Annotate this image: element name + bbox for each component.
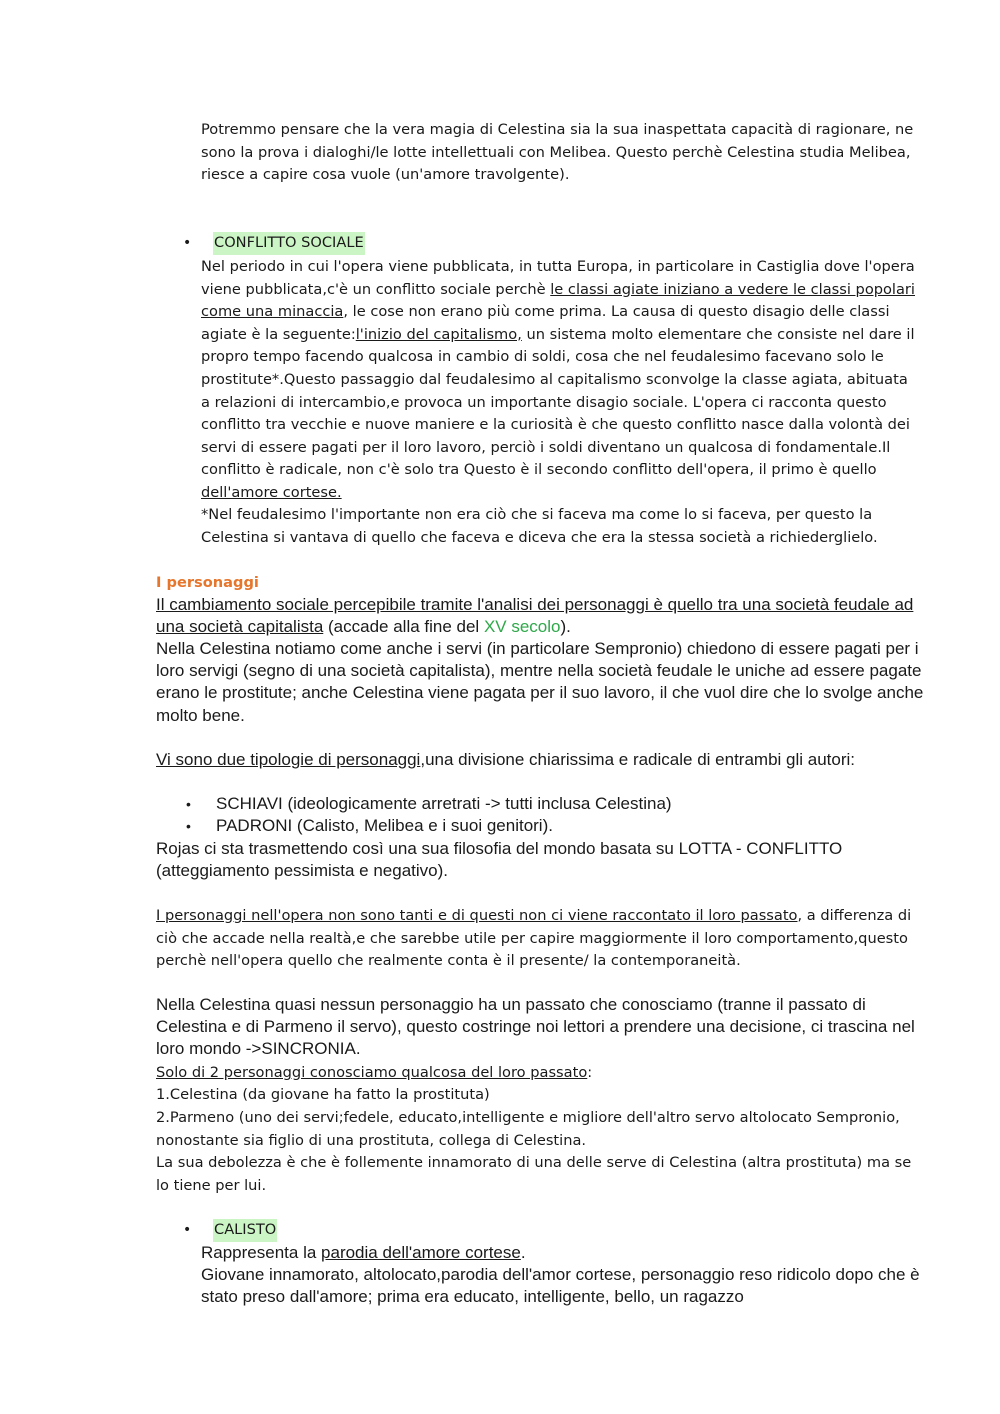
list-item-text: PADRONI (Calisto, Melibea e i suoi genitori). [216, 816, 553, 836]
personaggi-paragraph-7 [156, 1062, 926, 1085]
personaggi-paragraph-3 [156, 749, 926, 771]
text-run: (accade alla fine del [323, 617, 484, 637]
intro-paragraph: Potremmo pensare che la vera magia di Celestina sia la sua inaspettata capacità di ragionare, ne sono la prova i dialoghi/le lotte intellettuali con Melibea. Questo perchè Celestina studia Melibea, riesce a capire cosa vuole (un'amore travolgente). [201, 121, 914, 184]
conflitto-paragraph [201, 256, 921, 505]
text-run: ). [560, 617, 571, 637]
underlined-phrase: Solo di 2 personaggi conosciamo qualcosa del loro passato [156, 1064, 588, 1081]
past-line-2: 2.Parmeno (uno dei servi;fedele, educato,intelligente e migliore dell'altro servo altolocato Sempronio, nonostante sia figlio di una prostituta, collega di Celestina. [156, 1109, 900, 1149]
underlined-phrase: Il cambiamento sociale percepibile tramite l'analisi dei personaggi è quello tra una società feudale ad una società capitalista [156, 595, 914, 637]
list-item-text: SCHIAVI (ideologicamente arretrati -> tutti inclusa Celestina) [216, 794, 672, 813]
list-item [156, 793, 926, 815]
personaggi-paragraph-5 [156, 905, 926, 973]
conflitto-bullet-row [183, 232, 365, 255]
text-run: Rappresenta la [201, 1243, 322, 1262]
underlined-phrase: Vi sono due tipologie di personaggi [156, 750, 421, 769]
underlined-phrase: I personaggi nell'opera non sono tanti e di questi non ci viene raccontato il loro passato [156, 907, 798, 924]
past-line-1: 1.Celestina (da giovane ha fatto la prostituta) [156, 1086, 490, 1103]
personaggi-paragraph-2: Nella Celestina notiamo come anche i servi (in particolare Sempronio) chiedono di essere pagati per i loro servigi (segno di una società capitalista), mentre nella società feudale le uniche ad essere pagate erano le prostitute; anche Celestina viene pagata per il suo lavoro, il che vuol dire che lo svolge anche molto bene. [156, 639, 924, 725]
text-run: Nel periodo in cui l'opera viene pubblicata, in tutta Europa, in particolare in Castiglia dove l'opera viene pubblicata,c'è un conflitto sociale perchè [201, 258, 915, 298]
text-run: un sistema molto elementare che consiste nel dare il propro tempo facendo qualcosa in cambio di soldi, cosa che nel feudalesimo facevano solo le prostitute*.Questo passaggio dal feudalesimo al capitalismo sconvolge la classe agiata, abituata a relazioni di intercambio,e provoca un importante disagio sociale. L'opera ci racconta questo conflitto tra vecchie e nuove maniere e la curiosità è che questo conflitto nasce dalla volontà dei servi di essere pagati per il loro lavoro, perciò i soldi diventano un qualcosa di fondamentale.Il conflitto è radicale, non c'è solo tra Questo è il secondo conflitto dell'opera, il primo è quello [201, 325, 915, 479]
underlined-phrase: parodia dell'amore cortese [321, 1243, 521, 1262]
underlined-phrase: le classi agiate iniziano a vedere le classi popolari come una minaccia [201, 280, 915, 321]
personaggi-heading: I personaggi [156, 574, 259, 591]
text-run: , a differenza di ciò che accade nella realtà,e che sarebbe utile per capire maggiormente il loro comportamento,questo perchè nell'opera quello che realmente conta è il presente/ la contemporaneità. [156, 907, 912, 970]
underlined-phrase: dell'amore cortese. [201, 483, 342, 501]
text-run: , le cose non erano più come prima. La causa di questo disagio delle classi agiate è la seguente: [201, 303, 890, 343]
types-list [156, 793, 926, 837]
text-run: . [520, 1243, 526, 1262]
calisto-paragraph-2: Giovane innamorato, altolocato,parodia dell'amor cortese, personaggio reso ridicolo dopo che è stato preso dall'amore; prima era educato, intelligente, bello, un ragazzo [201, 1265, 920, 1307]
personaggi-paragraph-1 [156, 594, 926, 638]
calisto-paragraph-1 [201, 1242, 921, 1264]
text-run: ,una divisione chiarissima e radicale di entrambi gli autori: [420, 750, 855, 769]
list-item [156, 815, 926, 837]
bullet-icon: • [183, 1222, 192, 1238]
past-line-3: La sua debolezza è che è follemente innamorato di una delle serve di Celestina (altra prostituta) ma se lo tiene per lui. [156, 1154, 912, 1194]
personaggi-paragraph-4: Rojas ci sta trasmettendo così una sua filosofia del mondo basata su LOTTA - CONFLITTO (atteggiamento pessimista e negativo). [156, 839, 843, 881]
bullet-icon: • [186, 796, 191, 812]
bullet-icon: • [183, 235, 192, 251]
bullet-icon: • [186, 818, 191, 835]
text-run: : [587, 1064, 593, 1081]
underlined-phrase: l'inizio del capitalismo, [355, 325, 522, 343]
personaggi-paragraph-6: Nella Celestina quasi nessun personaggio ha un passato che conosciamo (tranne il passato di Celestina e di Parmeno il servo), questo costringe noi lettori a prendere una decisione, ci trascina nel loro mondo ->SINCRONIA. [156, 995, 915, 1059]
calisto-bullet-row [183, 1219, 277, 1242]
conflitto-heading: CONFLITTO SOCIALE [213, 232, 365, 255]
century-text: XV secolo [483, 617, 561, 637]
conflitto-footnote: *Nel feudalesimo l'importante non era ciò che si faceva ma come lo si faceva, per questo la Celestina si vantava di quello che faceva e diceva che era la stessa società a richiederglielo. [201, 506, 878, 546]
calisto-heading: CALISTO [213, 1219, 277, 1242]
